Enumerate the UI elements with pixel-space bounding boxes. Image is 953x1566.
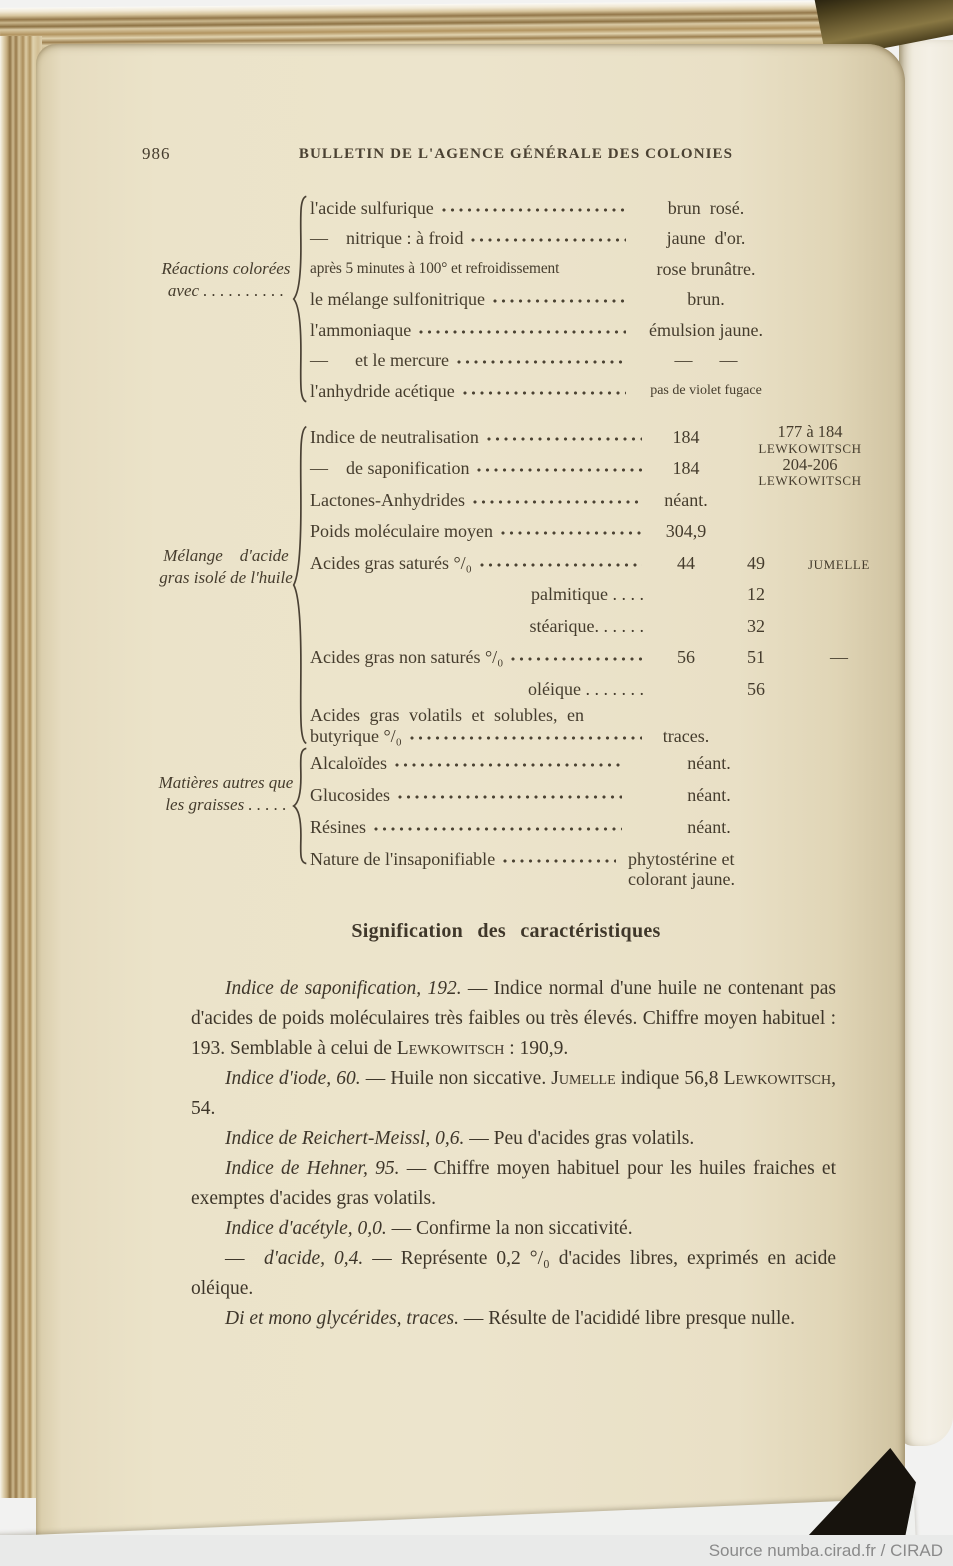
value-text: colorant jaune. bbox=[628, 869, 735, 889]
row-text bbox=[310, 753, 628, 773]
value-text: 184 bbox=[672, 458, 700, 478]
row-value bbox=[648, 521, 724, 541]
table-rows bbox=[310, 187, 780, 401]
row-value bbox=[648, 427, 724, 447]
group-label bbox=[145, 545, 307, 589]
text-segment: — Indice normal d'une huile ne contenant pas d'acides de poids moléculaires très faibles ou très élevés. Chiffre moyen habituel : 193. Semblable à celui de bbox=[191, 978, 836, 1059]
row-value bbox=[632, 320, 780, 340]
row-text bbox=[310, 259, 632, 279]
reference-values-block bbox=[735, 423, 885, 488]
table-row bbox=[310, 636, 890, 668]
row-value bbox=[788, 647, 890, 667]
value-text: JUMELLE bbox=[808, 556, 870, 572]
row-text bbox=[310, 458, 648, 478]
dot-leader bbox=[480, 563, 642, 567]
value-text: 56 bbox=[677, 647, 695, 667]
value-text: 49 bbox=[747, 552, 765, 573]
table-row bbox=[310, 837, 790, 889]
dot-leader bbox=[457, 360, 626, 364]
text-segment: — Huile non siccative. bbox=[360, 1068, 552, 1089]
value-text: 44 bbox=[677, 552, 695, 573]
row-text-span: Indice de neutralisation bbox=[310, 426, 479, 447]
row-text bbox=[310, 198, 632, 218]
paragraph bbox=[191, 1304, 836, 1334]
running-title: BULLETIN DE L'AGENCE GÉNÉRALE DES COLONIES bbox=[298, 146, 734, 162]
dot-leader bbox=[477, 468, 642, 472]
table-group-melange bbox=[145, 420, 885, 756]
row-text bbox=[310, 427, 648, 447]
text-segment: Indice d'iode, 60. bbox=[225, 1068, 361, 1089]
value-text: rose brunâtre. bbox=[656, 258, 756, 279]
row-value bbox=[632, 198, 780, 218]
value-text: néant. bbox=[687, 785, 731, 805]
paragraph bbox=[191, 1154, 836, 1214]
value-text: émulsion jaune. bbox=[649, 319, 763, 340]
row-value bbox=[628, 817, 790, 837]
value-text: 12 bbox=[747, 584, 765, 604]
row-value bbox=[648, 647, 724, 667]
row-text-span: Nature de l'insaponifiable bbox=[310, 849, 496, 869]
table-group-matieres bbox=[145, 746, 885, 888]
text-segment: — Représente 0,2 °/₀ d'acides libres, exprimés en acide oléique. bbox=[191, 1248, 836, 1299]
value-text: traces. bbox=[662, 725, 710, 746]
row-value bbox=[724, 584, 788, 604]
dot-leader bbox=[398, 795, 622, 799]
group-label bbox=[145, 258, 307, 302]
row-text-span: oléique . . . . . . . bbox=[528, 678, 644, 699]
row-value bbox=[622, 849, 790, 889]
text-segment: — Peu d'acides gras volatils. bbox=[464, 1128, 695, 1149]
row-value bbox=[632, 381, 780, 401]
row-text bbox=[310, 553, 648, 573]
table-row bbox=[310, 573, 890, 605]
row-value bbox=[648, 458, 724, 478]
text-segment: — bbox=[225, 1248, 264, 1269]
row-text bbox=[310, 490, 648, 510]
row-text bbox=[310, 350, 632, 370]
value-text: 51 bbox=[747, 647, 765, 667]
value-text: 56 bbox=[747, 678, 765, 699]
row-text-span: l'acide sulfurique bbox=[310, 197, 434, 218]
group-label-line: gras isolé de l'huile bbox=[159, 568, 293, 587]
value-text: 32 bbox=[747, 615, 765, 636]
page-number: 986 bbox=[142, 144, 171, 163]
row-text-span: palmitique . . . . bbox=[531, 584, 644, 604]
value-text: pas de violet fugace bbox=[650, 382, 762, 398]
row-text-span: — et le mercure bbox=[310, 350, 449, 370]
scanned-page bbox=[36, 44, 905, 1538]
row-text bbox=[310, 289, 632, 309]
table-row bbox=[310, 370, 780, 401]
row-text bbox=[310, 521, 648, 541]
table-row bbox=[310, 279, 780, 310]
reference-value: LEWKOWITSCH bbox=[758, 440, 862, 456]
row-value bbox=[648, 553, 724, 573]
value-text: 304,9 bbox=[665, 521, 707, 541]
value-text: phytostérine et bbox=[628, 849, 735, 869]
table-row bbox=[310, 309, 780, 340]
table-row bbox=[310, 187, 780, 218]
row-value bbox=[632, 289, 780, 309]
table-row bbox=[310, 218, 780, 249]
dot-leader bbox=[442, 208, 626, 212]
row-text-span: le mélange sulfonitrique bbox=[310, 289, 485, 309]
group-label-line: Mélange d'acide bbox=[163, 546, 289, 565]
row-value bbox=[648, 490, 724, 510]
text-segment: — Confirme la non siccativité. bbox=[386, 1218, 633, 1239]
dot-leader bbox=[501, 531, 642, 535]
table-row bbox=[310, 805, 790, 837]
table-row bbox=[310, 773, 790, 805]
row-text bbox=[310, 616, 648, 636]
text-segment: Indice de Hehner, 95. bbox=[225, 1158, 400, 1179]
table-row bbox=[310, 741, 790, 773]
row-value bbox=[724, 616, 788, 636]
table-rows bbox=[310, 741, 790, 889]
value-text: — — bbox=[674, 350, 738, 370]
paragraph bbox=[191, 974, 836, 1064]
value-text: brun. bbox=[687, 289, 725, 309]
text-segment: d'acide, 0,4. bbox=[264, 1248, 364, 1269]
value-text: néant. bbox=[687, 817, 731, 837]
dot-leader bbox=[419, 330, 626, 334]
row-value bbox=[788, 553, 890, 573]
paragraph bbox=[191, 1214, 836, 1244]
dot-leader bbox=[487, 437, 642, 441]
row-text-span: Acides gras saturés °/₀ bbox=[310, 552, 472, 573]
value-text: néant. bbox=[687, 753, 731, 773]
row-text bbox=[310, 785, 628, 805]
paragraph bbox=[191, 1124, 836, 1154]
row-text-span: butyrique °/₀ bbox=[310, 725, 402, 746]
group-label bbox=[145, 772, 307, 816]
text-segment: Di et mono glycérides, traces. bbox=[225, 1308, 459, 1329]
table-row bbox=[310, 510, 890, 542]
row-text bbox=[310, 647, 648, 667]
text-segment: Indice de saponification, 192. bbox=[225, 978, 462, 999]
row-text bbox=[310, 320, 632, 340]
row-text-span: Glucosides bbox=[310, 785, 390, 805]
text-segment: — Chiffre moyen habituel pour les huiles fraiches et exemptes d'acides gras volatils. bbox=[191, 1158, 836, 1209]
row-value bbox=[724, 553, 788, 573]
paragraph bbox=[191, 1244, 836, 1304]
group-label-line: les graisses . . . . . bbox=[165, 795, 287, 814]
dot-leader bbox=[374, 827, 622, 831]
text-segment: , 54. bbox=[191, 1068, 836, 1119]
value-text: 184 bbox=[672, 426, 700, 447]
value-text: jaune d'or. bbox=[666, 228, 746, 248]
dot-leader bbox=[463, 391, 626, 395]
facing-page-edge bbox=[899, 40, 953, 1446]
group-label-line: Matières autres que bbox=[158, 773, 294, 792]
row-value bbox=[632, 228, 780, 248]
row-text bbox=[310, 584, 648, 604]
value-text: brun rosé. bbox=[667, 197, 745, 218]
row-text-span: — de saponification bbox=[310, 458, 470, 478]
row-text bbox=[310, 704, 648, 746]
body-paragraphs bbox=[191, 974, 836, 1334]
reference-value: 177 à 184 bbox=[777, 422, 843, 441]
text-segment: Jumelle bbox=[551, 1068, 616, 1089]
row-text-span: Alcaloïdes bbox=[310, 753, 387, 773]
value-text: néant. bbox=[664, 489, 708, 510]
row-text-span: Poids moléculaire moyen bbox=[310, 521, 493, 541]
row-text bbox=[310, 228, 632, 248]
brace-decoration bbox=[291, 420, 309, 750]
row-text bbox=[310, 817, 628, 837]
section-heading: Signification des caractéristiques bbox=[351, 920, 661, 942]
row-value bbox=[628, 753, 790, 773]
text-segment: indique 56,8 bbox=[615, 1068, 724, 1089]
dot-leader bbox=[395, 763, 622, 767]
row-text-span: stéarique. . . . . . bbox=[529, 615, 644, 636]
row-value bbox=[628, 785, 790, 805]
table-row bbox=[310, 340, 780, 371]
group-label-line: avec . . . . . . . . . . bbox=[167, 281, 285, 300]
row-text-span: Résines bbox=[310, 817, 366, 837]
row-value bbox=[724, 679, 788, 699]
text-segment: Indice d'acétyle, 0,0. bbox=[225, 1218, 387, 1239]
table-row bbox=[310, 248, 780, 279]
dot-leader bbox=[471, 238, 626, 242]
row-value bbox=[632, 259, 780, 279]
row-text-span: Acides gras non saturés °/₀ bbox=[310, 647, 504, 667]
source-watermark-text: Source numba.cirad.fr / CIRAD bbox=[708, 1540, 943, 1560]
group-label-line: Réactions colorées bbox=[161, 259, 291, 278]
table-row bbox=[310, 699, 890, 746]
table-row bbox=[310, 541, 890, 573]
text-segment: — Résulte de l'acididé libre presque nulle. bbox=[458, 1308, 795, 1329]
row-value bbox=[632, 350, 780, 370]
row-text-span: après 5 minutes à 100° et refroidissement bbox=[310, 259, 560, 277]
row-text-span: l'anhydride acétique bbox=[310, 380, 455, 401]
row-text bbox=[310, 849, 622, 869]
dot-leader bbox=[473, 500, 642, 504]
text-segment: Lewkowitsch bbox=[723, 1068, 832, 1089]
text-segment: Lewkowitsch bbox=[396, 1038, 505, 1059]
table-group-reactions bbox=[145, 192, 885, 414]
value-text: — bbox=[830, 647, 848, 667]
row-text-span: l'ammoniaque bbox=[310, 319, 412, 340]
row-text bbox=[310, 679, 648, 699]
text-segment: Indice de Reichert-Meissl, 0,6. bbox=[225, 1128, 465, 1149]
dot-leader bbox=[511, 657, 642, 661]
row-text bbox=[310, 381, 632, 401]
source-watermark-bar bbox=[0, 1535, 953, 1566]
dot-leader bbox=[503, 859, 616, 863]
table-row bbox=[310, 667, 890, 699]
reference-value: 204-206 bbox=[782, 454, 838, 474]
dot-leader bbox=[410, 736, 642, 740]
row-value bbox=[724, 647, 788, 667]
table-row bbox=[310, 604, 890, 636]
row-text-span: — nitrique : à froid bbox=[310, 228, 464, 248]
row-text-span: Lactones-Anhydrides bbox=[310, 489, 465, 510]
brace-decoration bbox=[291, 192, 309, 406]
paragraph bbox=[191, 1064, 836, 1124]
reference-value: LEWKOWITSCH bbox=[758, 473, 862, 488]
dot-leader bbox=[493, 299, 626, 303]
text-segment: : 190,9. bbox=[504, 1038, 569, 1059]
row-text-line: Acides gras volatils et solubles, en bbox=[310, 704, 584, 725]
brace-decoration bbox=[291, 746, 309, 866]
